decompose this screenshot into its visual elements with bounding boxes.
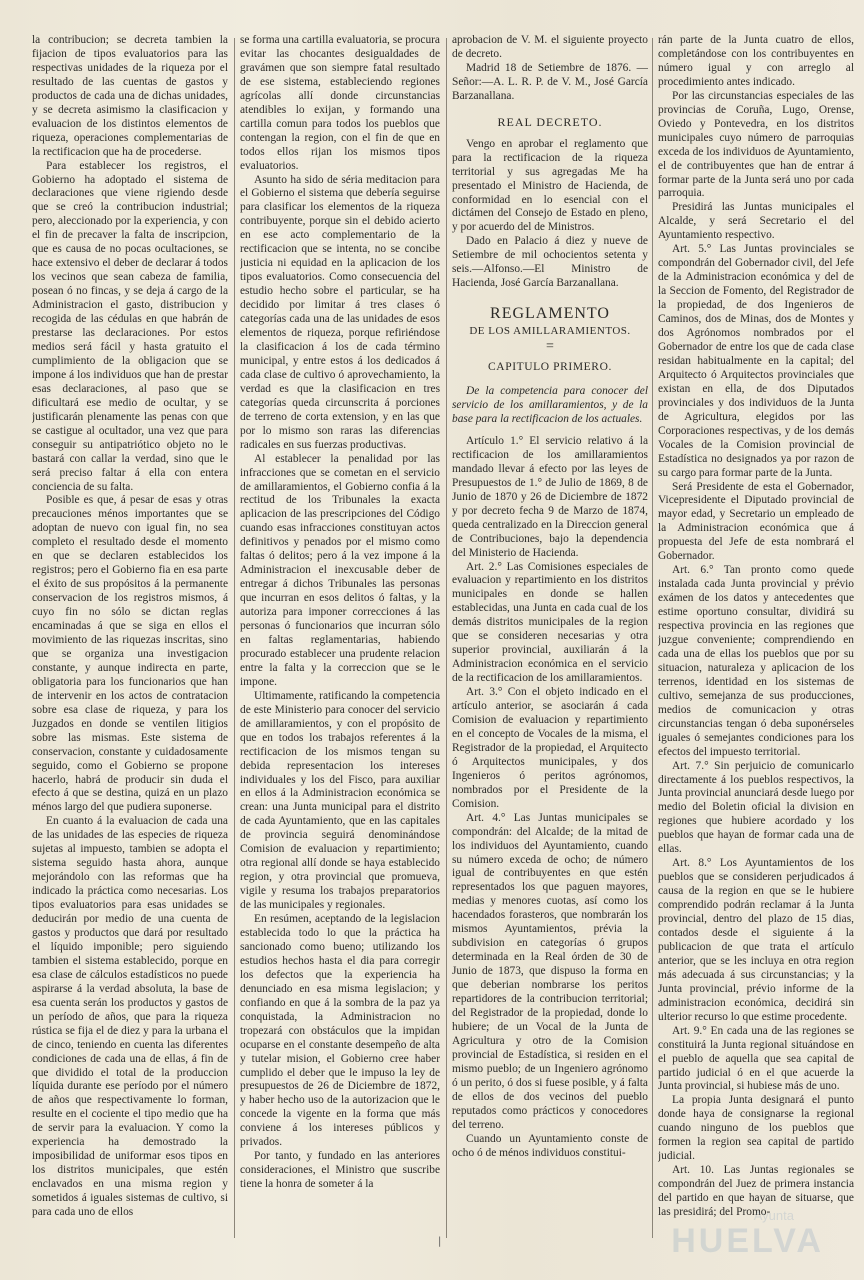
paragraph: Ultimamente, ratificando la competencia de este Ministerio para conocer del servicio de amillaramientos, y con el propósito de que en todos los trabajos referentes á la rectificacion de los mismos tengan su debida representacion los intereses individuales y los del Fisco, para auxiliar en ellos á la Administracion económica se crean: una Junta municipal para el distrito de cada Ayuntamiento, que en las capitales de provincia seguirá denominándose Comision de evaluacion y repartimiento; otra regional allí donde se haya establecido region, y otra provincial que promueva, vigile y resuma los trabajos preparatorios de las municipales y regionales. bbox=[240, 689, 440, 912]
article: Art. 2.° Las Comisiones especiales de evaluacion y repartimiento en los distritos municipales en donde se hallen establecidas, una Junta en cada cual de los demás distritos municipales de la region que se consideren necesarias y otra superior provincial, auxiliarán á la Administracion económica en el servicio de la rectificacion de los amillaramientos. bbox=[452, 560, 648, 685]
paragraph: se forma una cartilla evaluatoria, se procura evitar las chocantes desigualdades de gravámen que son siempre fatal resultado de ese sistema, estableciendo regiones agrícolas allí donde circunstancias atendibles lo exijan, y formando una cartilla comun para todos los pueblos que contengan la region, con el fin de que en todos ellos rijan los mismos tipos evaluatorios. bbox=[240, 34, 440, 172]
paragraph: En resúmen, aceptando de la legislacion establecida todo lo que la práctica ha sancionado como bueno; utilizando los estudios hechos hasta el dia para corregir los defectos que la experiencia ha denunciado en esa misma legislacion; y confiando en que á la sombra de la paz ya conquistada, la Administracion no tropezará con obstáculos que la impidan ocuparse en el constante desempeño de alta y tutelar mision, el Gobierno cree haber cumplido el deber que le impuso la ley de presupuestos de 26 de Diciembre de 1872, y haber hecho uso de la autorizacion que le concede la vigente en la forma que más conviene á los intereses públicos y privados. bbox=[240, 913, 440, 1149]
text-column-2 bbox=[240, 34, 440, 1254]
document-subtitle: DE LOS AMILLARAMIENTOS. bbox=[469, 325, 631, 338]
watermark-large-text: HUELVA bbox=[671, 1222, 824, 1260]
article: Art. 10. Las Juntas regionales se compondrán del Juez de primera instancia del partido en que hayan de situarse, que las presidirá; del Promo- bbox=[658, 1164, 854, 1219]
chapter-description: De la competencia para conocer del servicio de los amillaramientos, y de la base para la rectificacion de los actuales. bbox=[452, 385, 648, 425]
article: Art. 9.° En cada una de las regiones se constituirá la Junta regional situándose en el pueblo de aquella que sea capital de partido judicial ó en el que acuerde la Junta provincial, si hubiese más de uno. bbox=[658, 1024, 854, 1093]
dateline: Madrid 18 de Setiembre de 1876. —Señor:—A. L. R. P. de V. M., José García Barzanallana. bbox=[452, 61, 648, 102]
paragraph: Asunto ha sido de séria meditacion para el Gobierno el sistema que debería seguirse para clasificar los elementos de la riqueza contribuyente, porque sin el debido acierto en ese acto complementario de la rectificacion que se intenta, no se concibe justicia ni equidad en la aplicacion de los tipos evaluatorios. Como consecuencia del estudio hecho sobre el particular, se ha decidido por limitar á tres clases ó categorías cada una de las unidades de esos elementos de riqueza, porque refiriéndose la clasificacion á los de cada término municipal, y entre estos á los dedicados á cada clase de cultivo ó aprovechamiento, la verdad es que la clasificacion en tres categorías queda circunscrita á porciones de terreno de corta extension, y en las que por lo mismo son raras las diferencias radicales en sus fuerzas productivas. bbox=[240, 173, 440, 451]
paragraph: Para establecer los registros, el Gobierno ha adoptado el sistema de declaraciones que viene rigiendo desde que se creó la contribucion industrial; pero, aleccionado por la experiencia, y con el fin de precaver la falta de inscripcion, que es causa de no pocas ocultaciones, se hace extensivo el deber de declarar á todos los vecinos que sean cabeza de familia, posean ó no fincas, y se deja á cargo de la Administracion el gasto, distribucion y recogida de las cédulas en que habrán de prestarse las declaraciones. Por estos medios será fácil y hasta gratuito el cumplimiento de la obligacion que se impone á los individuos que han de prestar esas declaraciones, al paso que se dificultará ese medio de ocultar, y se justificarán plenamente las penas con que se castigue al ocultador, una vez que para conseguir su antipatriótico objeto no le bastará con callar la verdad, sino que le será preciso faltar á ella con entera conciencia de su falta. bbox=[32, 159, 228, 493]
paragraph: La propia Junta designará el punto donde haya de consignarse la regional cuando ninguno de los pueblos que formen la region sea capital de partido judicial. bbox=[658, 1094, 854, 1163]
article: Art. 8.° Los Ayuntamientos de los pueblos que se consideren perjudicados á causa de la region en que se le hubiere comprendido podrán reclamar á la Junta provincial, dentro del plazo de 15 dias, contados desde el siguiente á la publicacion de que trata el artículo anterior, que se les incluya en otra region más adecuada á sus circunstancias; y la Junta provincial, prévio informe de la administracion económica, decidirá sin ulterior recurso lo que estime procedente. bbox=[658, 857, 854, 1023]
paragraph: Vengo en aprobar el reglamento que para la rectificacion de la riqueza territorial y sus agregadas Me ha presentado el Ministro de Hacienda, de conformidad en lo esencial con el dictámen del Consejo de Estado en pleno, y por acuerdo del de Ministros. bbox=[452, 137, 648, 234]
paragraph: aprobacion de V. M. el siguiente proyecto de decreto. bbox=[452, 34, 648, 60]
paragraph: Por las circunstancias especiales de las provincias de Coruña, Lugo, Orense, Oviedo y Pontevedra, en los distritos municipales cuyo número de parroquias exceda de los individuos de Ayuntamiento, el de contribuyentes que han de entrar á formar parte de la Junta será uno por cada parroquia. bbox=[658, 89, 854, 200]
article: Art. 5.° Las Juntas provinciales se compondrán del Gobernador civil, del Jefe de la Administracion económica y del de la Seccion de Fomento, del Registrador de la propiedad, de dos Ingenieros de Caminos, dos de Minas, dos de Montes y dos Agrónomos nombrados por el Gobernador de entre los que de cada clase residan habitualmente en la capital; del Arquitecto ó Arquitectos provinciales que existan en ella, de dos Diputados provinciales y dos individuos de la Junta de Agricultura, elegidos por las Corporaciones respectivas, y de los demás Vocales de la Comision provincial de Estadística no designados ya por razon de su cargo para formar parte de la Junta. bbox=[658, 243, 854, 479]
document-title: REGLAMENTO bbox=[490, 305, 610, 323]
article: Art. 7.° Sin perjuicio de comunicarlo directamente á los pueblos respectivos, la Junta provincial anunciará desde luego por medio del Boletin oficial la division en regiones que hubiere acordado y los pueblos que hayan de formar cada una de ellas. bbox=[658, 759, 854, 856]
article: Art. 4.° Las Juntas municipales se compondrán: del Alcalde; de la mitad de los individuos del Ayuntamiento, cuando su número exceda de ocho; de número igual de contribuyentes en que estén representados los que paguen mayores, medias y menores cuotas, así como los hacendados forasteros, que nombrarán los mismos Ayuntamientos, prévia la subdivision en categorías ó grupos determinada en la Real órden de 30 de Junio de 1873, que dispuso la forma en que deberian nombrarse los peritos repartidores de la contribucion territorial; del Registrador de la propiedad, donde lo hubiere; de un Vocal de la Junta de Agricultura y otro de la Comision provincial de Estadística, si residen en el mismo pueblo; de un Ingeniero agrónomo ó un perito, ó dos si fuese posible, y á falta de ellos de dos vecinos del pueblo reputados como prácticos y conocedores del terreno. bbox=[452, 811, 648, 1131]
paragraph: En cuanto á la evaluacion de cada una de las unidades de las especies de riqueza sujetas al impuesto, tambien se adopta el sistema seguido hasta ahora, aunque mejorándolo con las reformas que ha indicado la práctica como necesarias. Los tipos evaluatorios para esas unidades se deducirán por medio de una cuenta de gastos y productos que dará por resultado el líquido imponible; pero siguiendo tambien el sistema establecido, porque en esa clase de cálculos estadísticos no puede aspirarse á la verdad absoluta, la base de esa cuenta serán los productos y gastos de un período de años, que para la riqueza rústica se fija el de diez y para la urbana el de cinco, teniendo en cuenta las diferentes condiciones de cada una de ellas, á fin de que dividido el total de la produccion líquida durante ese período por el número de años que respectivamente lo forman, resulte en el cociente el tipo medio que ha de servir para la evaluacion. Y como la experiencia ha demostrado la imposibilidad de uniformar esos tipos en los distritos municipales, que estén enclavados en una misma region y sometidos á iguales sistemas de cultivo, si para cada uno de ellos bbox=[32, 815, 228, 1219]
text-column-4 bbox=[658, 34, 854, 1254]
text-column-1 bbox=[32, 34, 228, 1254]
archive-watermark bbox=[624, 1208, 824, 1258]
page-mark: | bbox=[438, 1236, 442, 1247]
article: Art. 3.° Con el objeto indicado en el artículo anterior, se asociarán á cada Comision de evaluacion y repartimiento en el concepto de Vocales de la misma, el Registrador de la propiedad, el Arquitecto ó Arquitectos municipales, y dos Ingenieros ó peritos agrónomos, nombrados por el Presidente de la Comision. bbox=[452, 686, 648, 810]
section-heading: REAL DECRETO. bbox=[497, 114, 603, 129]
article: Cuando un Ayuntamiento conste de ocho ó de ménos individuos constitui- bbox=[452, 1132, 648, 1159]
paragraph: Posible es que, á pesar de esas y otras precauciones ménos importantes que se adoptan de nuevo con igual fin, no sea completo el resultado desde el momento en que se declaren establecidos los registros; pero el Gobierno fia en esa parte el éxito de sus propósitos á la permanente conservacion de los registros mismos, á cuyo fin no sólo se dictan reglas encaminadas á que se siga en ellos el movimiento de las riquezas inscritas, sino que se organiza una investigacion constante, y aunque indirecta en parte, obligatoria para los funcionarios que han de intervenir en los actos de contratacion sobre esa clase de riqueza, y para los Juzgados en donde se ventilen litigios sobre las mismas. Este sistema de conservacion, constante y cuidadosamente seguido, como el Gobierno se propone hacerlo, habrá de producir sin duda el efecto á que se destina, quizá en un plazo ménos largo del que pudiera suponerse. bbox=[32, 494, 228, 814]
article: Artículo 1.° El servicio relativo á la rectificacion de los amillaramientos mandado llevar á efecto por las leyes de Presupuestos de 1.° de Julio de 1869, 8 de Junio de 1870 y 26 de Diciembre de 1872 y por decreto fecha 9 de Marzo de 1874, queda centralizado en la Direccion general de Contribuciones, bajo la dependencia del Ministerio de Hacienda. bbox=[452, 434, 648, 559]
paragraph: Presidirá las Juntas municipales el Alcalde, y será Secretario el del Ayuntamiento respectivo. bbox=[658, 201, 854, 242]
article: Art. 6.° Tan pronto como quede instalada cada Junta provincial y prévio exámen de los datos y antecedentes que estime oportuno consultar, dividirá su respectiva provincia en las regiones que juzgue conveniente; comprendiendo en cada una de ellas los pueblos que por su situacion, naturaleza y aplicacion de los terrenos, identidad en los sistemas de cultivo, semejanza de sus producciones, medios de comunicacion y otras circunstancias tengan ó deba suponérseles iguales ó semejantes condiciones para los efectos del impuesto territorial. bbox=[658, 564, 854, 758]
watermark-small-text: Ayunta bbox=[753, 1208, 794, 1223]
chapter-heading: CAPITULO PRIMERO. bbox=[488, 361, 612, 374]
paragraph: Al establecer la penalidad por las infracciones que se cometan en el servicio de amillaramientos, el Gobierno confia á la rectitud de los Tribunales la exacta aplicacion de las prescripciones del Código cuando esas infracciones constituyan actos definitivos y penados por el mismo como faltas ó delitos; pero á la vez impone á la Administracion el inexcusable deber de entregar á dichos Tribunales las personas que incurran en esos delitos ó faltas, y la autoriza para imponer correcciones á las personas ó funcionarios que incurran sólo en faltas reglamentarias, habiendo procurado establecer una prudente relacion entre la falta y la correccion que se le impone. bbox=[240, 452, 440, 688]
column-divider bbox=[446, 38, 447, 1238]
paragraph: la contribucion; se decreta tambien la fijacion de tipos evaluatorios para las respectivas unidades de la riqueza por el resultado de las cuentas de gastos y productos de cada una de dichas unidades, y se decreta asimismo la clasificacion y evaluacion de los distintos elementos de riqueza, operaciones complementarias de la rectificacion que ha de procederse. bbox=[32, 34, 228, 158]
column-divider bbox=[652, 38, 653, 1238]
column-divider bbox=[234, 38, 235, 1238]
separator: = bbox=[546, 339, 554, 355]
paragraph: Por tanto, y fundado en las anteriores consideraciones, el Ministro que suscribe tiene la honra de someter á la bbox=[240, 1150, 440, 1191]
text-column-3 bbox=[452, 34, 648, 1254]
paragraph: rán parte de la Junta cuatro de ellos, completándose con los contribuyentes en número igual y con arreglo al procedimiento antes indicado. bbox=[658, 34, 854, 88]
paragraph: Dado en Palacio á diez y nueve de Setiembre de mil ochocientos setenta y seis.—Alfonso.—El Ministro de Hacienda, José García Barzanallana. bbox=[452, 235, 648, 290]
paragraph: Será Presidente de esta el Gobernador, Vicepresidente el Diputado provincial de mayor edad, y Secretario un empleado de la Administracion económica que á propuesta del Jefe de esta nombrará el Gobernador. bbox=[658, 480, 854, 563]
